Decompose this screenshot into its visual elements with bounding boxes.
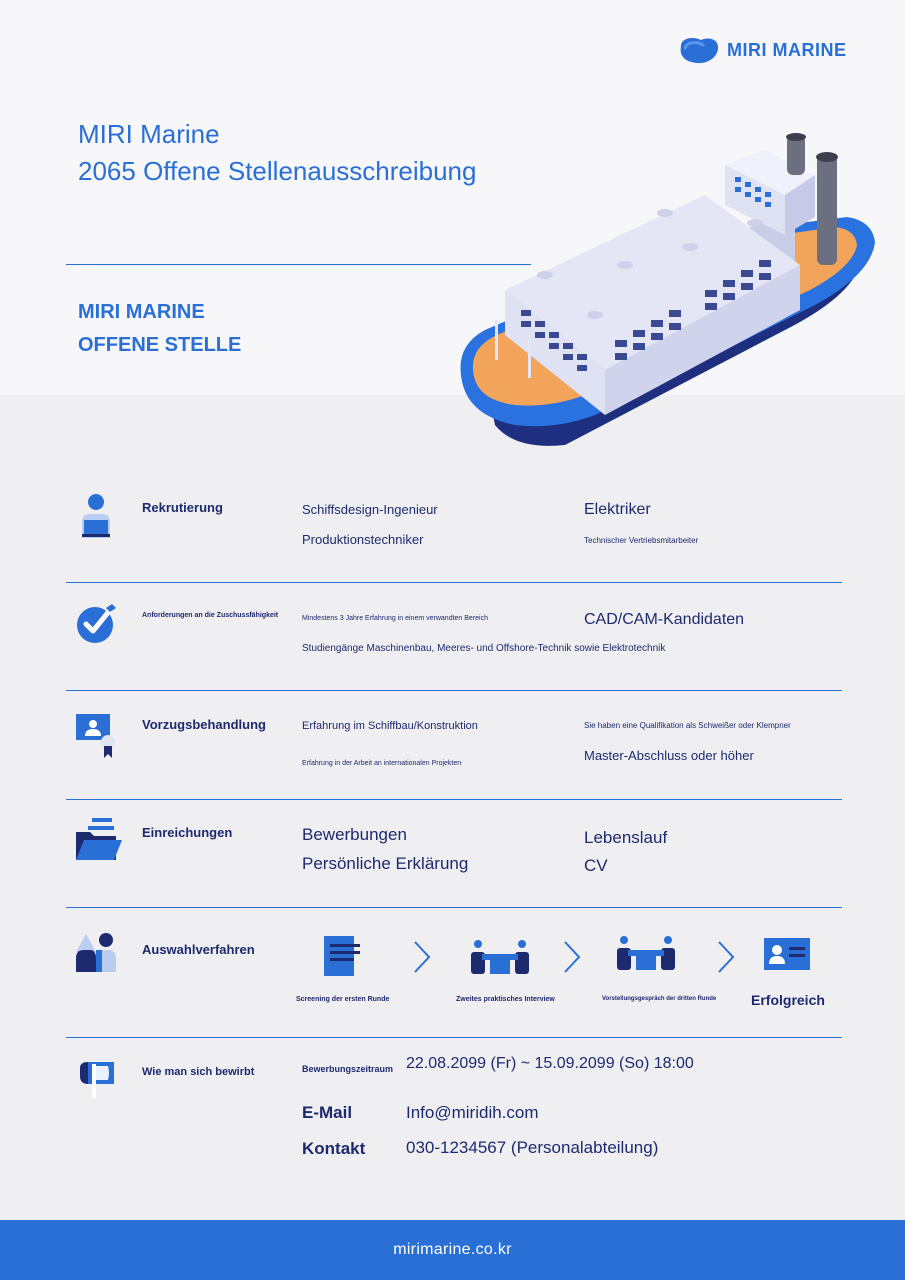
folder-icon	[76, 818, 122, 860]
period-value: 22.08.2099 (Fr) ~ 15.09.2099 (So) 18:00	[406, 1055, 694, 1072]
divider	[66, 799, 842, 800]
section-preferences	[66, 708, 842, 798]
contact-value: 030-1234567 (Personalabteilung)	[406, 1138, 659, 1157]
footer-url[interactable]: mirimarine.co.kr	[393, 1241, 512, 1258]
requirements-label: Anforderungen an die Zuschussfähigkeit	[142, 612, 279, 619]
title-line-1: MIRI Marine	[78, 119, 220, 149]
divider	[66, 690, 842, 691]
email-value[interactable]: Info@miridih.com	[406, 1103, 539, 1122]
section-apply	[66, 1052, 842, 1182]
job-item: Elektriker	[584, 501, 651, 518]
recruiting-label: Rekrutierung	[142, 500, 223, 515]
preferences-label: Vorzugsbehandlung	[142, 717, 266, 732]
title-line-2: 2065 Offene Stellenausschreibung	[78, 156, 477, 186]
requirement-item: CAD/CAM-Kandidaten	[584, 611, 745, 628]
brand-logo	[677, 36, 847, 64]
section-selection	[66, 926, 842, 1036]
job-item: Technischer Vertriebsmitarbeiter	[584, 536, 699, 545]
flag-icon	[76, 1058, 116, 1098]
requirement-item: Mindestens 3 Jahre Erfahrung in einem verwandten Bereich	[302, 615, 488, 622]
subtitle	[78, 296, 241, 362]
preference-item: Sie haben eine Qualifikation als Schweißer oder Klempner	[584, 721, 791, 730]
job-item: Produktionstechniker	[302, 532, 424, 547]
person-laptop-icon	[76, 492, 116, 540]
logo-blob-icon	[677, 36, 719, 64]
submission-item: Bewerbungen	[302, 825, 407, 844]
preference-item: Master-Abschluss oder höher	[584, 748, 754, 763]
page-title	[78, 116, 476, 190]
chevron-right-icon	[562, 940, 582, 974]
ship-illustration	[455, 125, 885, 455]
id-card-icon	[764, 938, 810, 970]
apply-label: Wie man sich bewirbt	[142, 1066, 255, 1078]
check-badge-icon	[76, 602, 118, 644]
step-label-final: Erfolgreich	[751, 992, 825, 1008]
section-submissions	[66, 816, 842, 906]
submission-item: Lebenslauf	[584, 828, 668, 847]
contact-label: Kontakt	[302, 1139, 366, 1158]
job-item: Schiffsdesign-Ingenieur	[302, 502, 438, 517]
submission-item: CV	[584, 856, 608, 875]
step-label: Screening der ersten Runde	[296, 996, 390, 1003]
people-icon	[76, 930, 118, 972]
chevron-right-icon	[716, 940, 736, 974]
chevron-right-icon	[412, 940, 432, 974]
subtitle-line-1: MIRI MARINE	[78, 301, 205, 323]
certificate-icon	[76, 714, 118, 758]
submission-item: Persönliche Erklärung	[302, 854, 469, 873]
email-label: E-Mail	[302, 1103, 353, 1122]
step-label: Vorstellungsgespräch der dritten Runde	[602, 996, 717, 1002]
divider	[66, 907, 842, 908]
footer	[0, 1220, 905, 1280]
section-recruiting	[66, 490, 842, 580]
divider	[66, 582, 842, 583]
interview-icon	[616, 934, 676, 970]
selection-label: Auswahlverfahren	[142, 942, 255, 957]
interview-icon	[470, 938, 530, 974]
submissions-label: Einreichungen	[142, 825, 233, 840]
section-requirements	[66, 600, 842, 690]
period-label: Bewerbungszeitraum	[302, 1064, 394, 1074]
preference-item: Erfahrung in der Arbeit an internationalen Projekten	[302, 760, 462, 767]
brand-name: MIRI MARINE	[727, 39, 847, 60]
preference-item: Erfahrung im Schiffbau/Konstruktion	[302, 720, 478, 732]
subtitle-line-2: OFFENE STELLE	[78, 334, 242, 356]
step-label: Zweites praktisches Interview	[456, 996, 555, 1003]
requirement-item: Studiengänge Maschinenbau, Meeres- und Offshore-Technik sowie Elektrotechnik	[302, 643, 666, 654]
divider	[66, 1037, 842, 1038]
document-icon	[324, 934, 360, 978]
